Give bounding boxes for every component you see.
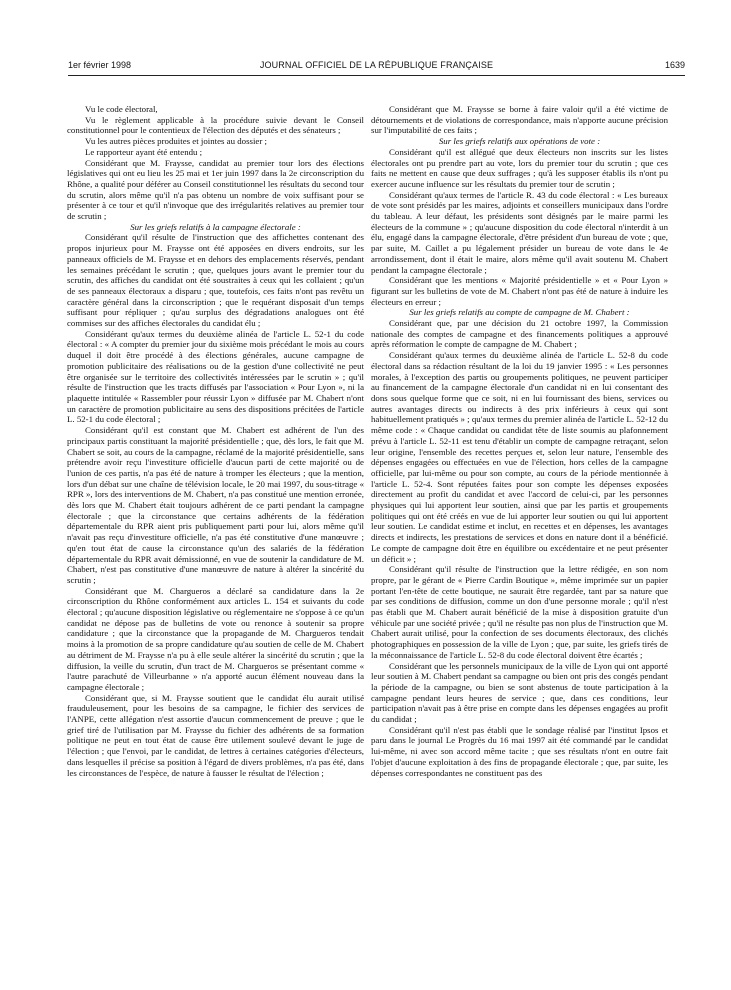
paragraph: Considérant que M. Fraysse se borne à faire valoir qu'il a été victime de détournements et de violations de correspondance, mais n'apporte aucune précision sur l'imputabilité de ces faits ; [371, 104, 668, 136]
paragraph: Considérant qu'il est constant que M. Chabert est adhérent de l'un des principaux partis constituant la majorité présidentielle ; que, dès lors, le fait que M. Chabert se soit, au cours de la campagne, réclamé de la majorité présidentielle, sans prétendre avoir reçu l'investiture officielle d'aucun parti de cette majorité ou de l'union de ces partis, n'a pas été de nature à tromper les électeurs ; que la mention, lors d'un débat sur une chaîne de télévision locale, le 20 mai 1997, du sous-titrage « RPR », lors des interventions de M. Chabert, n'a pas constitué une mention erronée, dès lors que M. Chabert était toujours adhérent de ce parti pendant la campagne électorale ; que la circonstance que certains adhérents de la fédération départementale du RPR aient pris publiquement parti pour lui, alors même qu'il n'avait pas reçu d'investiture officielle, n'a pas été constitutive d'une manœuvre ; qu'en tout état de cause la circonstance qu'un des salariés de la fédération départementale du RPR avait démissionné, en vue de soutenir la candidature de M. Chabert, n'est pas constitutive d'une manœuvre de nature à altérer la sincérité du scrutin ; [67, 425, 364, 585]
paragraph: Le rapporteur ayant été entendu ; [85, 146, 203, 157]
paragraph: Vu le règlement applicable à la procédure suivie devant le Conseil constitutionnel pour le contentieux de l'élection des députés et des sénateurs ; [67, 114, 364, 136]
paragraph: Considérant qu'il résulte de l'instruction que la lettre rédigée, en son nom propre, par le gérant de « Pierre Cardin Boutique », même imprimée sur un papier portant l'en-tête de cette boutique, ne saurait être regardée, tant par sa nature que par ses conditions de diffusion, comme un don d'une personne morale ; qu'il n'est pas établi que M. Chabert aurait bénéficié de la mise à disposition gratuite d'un véhicule par une société privée ; qu'il ne résulte pas non plus de l'instruction que M. Chabert aurait utilisé, pour la confection de ses documents électoraux, des clichés photographiques en possession de la ville de Lyon ; que, par suite, les griefs tirés de la méconnaissance de l'article L. 52-8 du code électoral doivent être écartés ; [371, 564, 668, 660]
paragraph: Considérant que les mentions « Majorité présidentielle » et « Pour Lyon » figurant sur les bulletins de vote de M. Chabert n'ont pas été de nature à induire les électeurs en erreur ; [371, 275, 668, 307]
paragraph: Vu les autres pièces produites et jointes au dossier ; [85, 136, 267, 147]
section-heading: Sur les griefs relatifs au compte de campagne de M. Chabert : [409, 307, 630, 318]
paragraph: Considérant qu'il résulte de l'instruction que des affichettes contenant des propos injurieux pour M. Fraysse ont été apposées en divers endroits, sur les panneaux officiels de M. Fraysse et en dehors des emplacements réservés, pendant les semaines précédant le scrutin ; que, quelques jours avant le premier tour du scrutin, des affiches du candidat ont été soustraites à ceux qui les collaient ; qu'un de ses panneaux électoraux a disparu ; que, toutefois, ces faits n'ont pas revêtu un caractère général dans la circonscription ; que le requérant disposait d'un temps suffisant pour répliquer ; qu'au surplus des dégradations analogues ont été commises sur des affiches électorales du candidat élu ; [67, 232, 364, 329]
paragraph: Considérant qu'il est allégué que deux électeurs non inscrits sur les listes électorales ont pu prendre part au vote, lors du premier tour du scrutin ; que ces faits ne mettent en cause que deux suffrages ; qu'à les supposer établis ils n'ont pu exercer aucune influence sur les résultats du premier tour de scrutin ; [371, 146, 668, 189]
paragraph: Considérant qu'aux termes du deuxième alinéa de l'article L. 52-8 du code électoral dans sa rédaction résultant de la loi du 19 janvier 1995 : « Les personnes morales, à l'exception des partis ou groupements politiques, ne peuvent participer au financement de la campagne électorale d'un candidat ni en lui consentant des dons sous quelque forme que ce soit, ni en lui fournissant des biens, services ou autres avantages directs ou indirects à des prix inférieurs à ceux qui sont habituellement pratiqués » ; qu'aux termes du premier alinéa de l'article L. 52-12 du même code : « Chaque candidat ou candidat tête de liste soumis au plafonnement prévu à l'article L. 52-11 est tenu d'établir un compte de campagne retraçant, selon leur origine, l'ensemble des recettes perçues et, selon leur nature, l'ensemble des dépenses engagées ou effectuées en vue de l'élection, hors celles de la campagne officielle, par lui-même ou pour son compte, au cours de la période mentionnée à l'article L. 52-4. Sont réputées faites pour son compte les dépenses exposées directement au profit du candidat et avec l'accord de celui-ci, par les personnes physiques qui lui apportent leur soutien, ainsi que par les partis et groupements politiques qui ont été créés en vue de lui apporter leur soutien ou qui lui apportent leur soutien. Le candidat estime et inclut, en recettes et en dépenses, les avantages directs et indirects, les prestations de services et dons en nature dont il a bénéficié. Le compte de campagne doit être en équilibre ou excédentaire et ne peut présenter un déficit » ; [371, 350, 668, 564]
journal-title: JOURNAL OFFICIEL DE LA RÉPUBLIQUE FRANÇAISE [259, 60, 494, 70]
paragraph: Vu le code électoral, [85, 104, 158, 114]
page-number: 1639 [664, 60, 685, 70]
paragraph: Considérant qu'aux termes du deuxième alinéa de l'article L. 52-1 du code électoral : « A compter du premier jour du sixième mois précédant le mois au cours duquel il doit être procédé à des élections générales, aucune campagne de promotion publicitaire des réalisations ou de la gestion d'une collectivité ne peut être organisée sur le territoire des collectivités intéressées par le scrutin » ; qu'il résulte de l'instruction que les tracts diffusés par l'association « Pour Lyon », ni la plaquette intitulée « Rassembler pour réussir Lyon » diffusée par M. Chabert n'ont un caractère de promotion publicitaire au sens des dispositions précitées de l'article L. 52-1 du code électoral ; [67, 328, 364, 425]
paragraph: Considérant que M. Chargueros a déclaré sa candidature dans la 2e circonscription du Rhône conformément aux articles L. 154 et suivants du code électoral ; qu'aucune disposition législative ou réglementaire ne s'oppose à ce qu'un candidat ne dépose pas de bulletins de vote ou renonce à soutenir sa propre candidature ; que la circonstance que la propagande de M. Chargueros tendait moins à la promotion de sa propre candidature qu'au soutien de celle de M. Chabert au détriment de M. Fraysse n'a pu à elle seule altérer la sincérité du scrutin ; que la diffusion, la veille du scrutin, d'un tract de M. Chargueros se présentant comme « l'autre parachuté de Villeurbanne » n'a apporté aucun élément nouveau dans la campagne électorale ; [67, 585, 364, 692]
left-column [67, 104, 364, 778]
paragraph: Considérant que M. Fraysse, candidat au premier tour lors des élections législatives qui ont eu lieu les 25 mai et 1er juin 1997 dans la 2e circonscription du Rhône, a qualité pour déférer au Conseil constitutionnel les résultats du second tour du scrutin, alors même qu'il n'a pas obtenu un nombre de voix suffisant pour se présenter à ce tour et qu'il n'invoque que des irrégularités relatives au premier tour de scrutin ; [67, 157, 364, 222]
right-column [371, 104, 668, 778]
paragraph: Considérant que, si M. Fraysse soutient que le candidat élu aurait utilisé frauduleusement, pour les besoins de sa campagne, le fichier des services de l'ANPE, cette allégation n'est assortie d'aucun commencement de preuve ; que le grief tiré de l'utilisation par M. Fraysse du fichier des adhérents de sa formation politique ne peut en tout état de cause être utilement soulevé devant le juge de l'élection ; que l'envoi, par le candidat, de lettres à certaines catégories d'électeurs, dans lesquelles il précise sa position à l'égard de divers problèmes, n'a pas été, dans les circonstances de l'espèce, de nature à fausser le résultat de l'élection ; [67, 692, 364, 778]
section-heading: Sur les griefs relatifs à la campagne électorale : [130, 221, 301, 232]
paragraph: Considérant qu'il n'est pas établi que le sondage réalisé par l'institut Ipsos et paru dans le journal Le Progrès du 16 mai 1997 ait été commandé par le candidat lui-même, ni avec son accord même tacite ; que ses résultats n'ont en outre fait l'objet d'aucune exploitation à des fins de propagande électorale ; que, par suite, les dépenses correspondantes ne constituent pas des [371, 724, 668, 778]
header-rule [68, 75, 685, 76]
section-heading: Sur les griefs relatifs aux opérations de vote : [438, 136, 601, 147]
paragraph: Considérant qu'aux termes de l'article R. 43 du code électoral : « Les bureaux de vote sont présidés par les maires, adjoints et conseillers municipaux dans l'ordre du tableau. A leur défaut, les présidents sont désignés par le maire parmi les électeurs de la commune » ; qu'aucune disposition du code électoral n'interdit à un élu, engagé dans la campagne électorale, d'être président d'un bureau de vote ; que, par suite, M. Caillet a pu légalement présider un bureau de vote dans le 4e arrondissement, dont il était le maire, alors même qu'il avait soutenu M. Chabert pendant la campagne électorale ; [371, 189, 668, 275]
page-header [68, 60, 685, 74]
paragraph: Considérant que les personnels municipaux de la ville de Lyon qui ont apporté leur soutien à M. Chabert pendant sa campagne ou bien ont pris des congés pendant la période de la campagne, ou bien se sont abstenus de toute participation à la campagne pendant leurs heures de service ; que, dans ces conditions, leur participation n'avait pas à être prise en compte dans les dépenses engagées au profit du candidat ; [371, 660, 668, 725]
paragraph: Considérant que, par une décision du 21 octobre 1997, la Commission nationale des comptes de campagne et des financements politiques a approuvé après réformation le compte de campagne de M. Chabert ; [371, 318, 668, 350]
header-date: 1er février 1998 [68, 60, 132, 70]
